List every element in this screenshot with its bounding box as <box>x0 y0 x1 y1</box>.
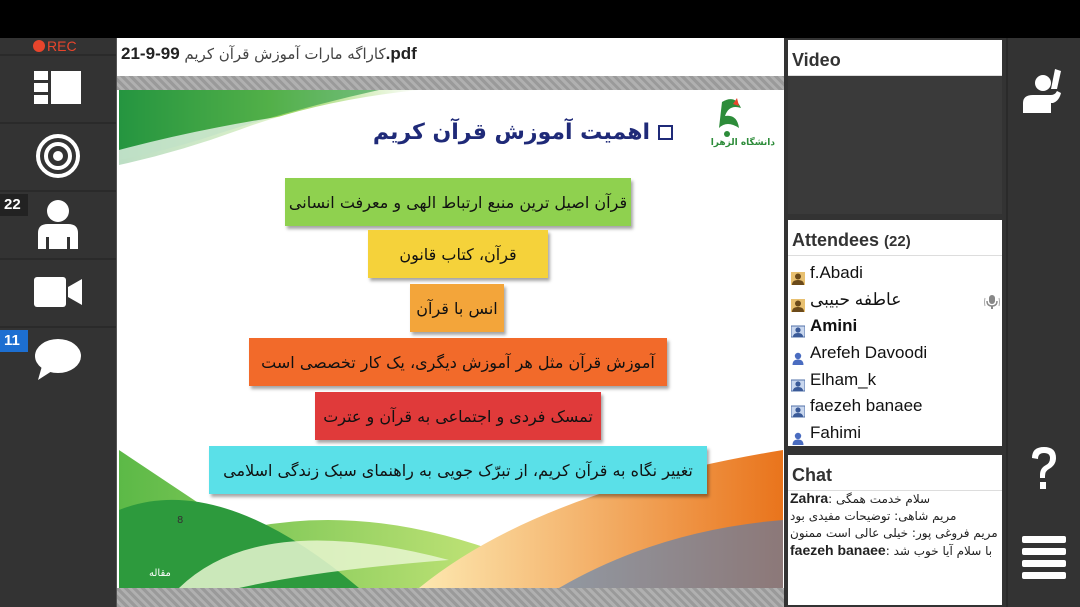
logo-caption: دانشگاه الزهرا <box>710 138 775 148</box>
chat-text: مریم فروغی پور: خیلی عالی است ممنون <box>790 526 998 540</box>
user-icon <box>791 347 805 360</box>
video-camera-icon <box>34 277 82 307</box>
attendee-name: Elham_k <box>810 369 877 389</box>
microphone-icon <box>984 292 1000 308</box>
attendees-heading <box>788 220 1002 256</box>
status-bar <box>0 0 1080 38</box>
recording-label: REC <box>47 38 77 54</box>
slide-bullet: قرآن، کتاب قانون <box>368 230 548 278</box>
attendee-row[interactable] <box>788 340 1002 367</box>
video-heading: Video <box>788 40 1002 76</box>
chat-panel[interactable] <box>788 455 1002 605</box>
chat-sender: faezeh banaee <box>790 542 886 558</box>
chat-message <box>790 526 1000 540</box>
camera-button[interactable] <box>0 258 116 324</box>
slide-bullet: تمسک فردی و اجتماعی به قرآن و عترت <box>315 392 601 440</box>
host-user-icon <box>791 374 805 387</box>
attendee-row[interactable] <box>788 313 1002 340</box>
document-title-text: کاراگه مارات آموزش قرآن کریم <box>184 45 386 63</box>
attendee-name: Arefeh Davoodi <box>810 343 928 363</box>
attendee-row[interactable] <box>788 367 1002 394</box>
record-dot-icon <box>33 40 45 52</box>
slide-bullet: انس با قرآن <box>410 284 504 332</box>
chat-text: با سلام آیا خوب شد <box>893 544 993 558</box>
chat-message: faezeh banaee: با سلام آیا خوب شد <box>790 542 993 558</box>
chat-button[interactable] <box>0 326 116 392</box>
layout-button[interactable] <box>0 54 116 120</box>
document-filename: 99-9-21.pdf <box>121 44 417 63</box>
attendee-row[interactable] <box>788 420 1002 447</box>
chat-text: مریم شاهی: توضیحات مفیدی بود <box>790 509 957 523</box>
slide-page <box>119 90 783 588</box>
chat-messages <box>788 491 1002 603</box>
attendee-row[interactable] <box>788 393 1002 420</box>
attendees-list <box>788 256 1002 447</box>
document-pane[interactable] <box>116 38 784 607</box>
raise-hand-button[interactable] <box>1008 54 1080 126</box>
slide-bullet: آموزش قرآن مثل هر آموزش دیگری، یک کار تخصصی است <box>249 338 667 386</box>
slide-title-text: اهمیت آموزش قرآن کریم <box>372 120 650 145</box>
participants-count-badge: 22 <box>0 194 28 216</box>
attendees-count: (22) <box>884 233 911 250</box>
chat-message: Zahra: سلام خدمت همگی <box>790 491 931 506</box>
document-top-border <box>117 76 785 90</box>
user-icon <box>791 427 805 440</box>
attendee-name: Amini <box>810 316 858 336</box>
broadcast-button[interactable] <box>0 122 116 188</box>
attendee-row[interactable] <box>788 287 1002 314</box>
video-panel[interactable] <box>788 40 1002 214</box>
slide-bullet: تغییر نگاه به قرآن کریم، از تبرّک جویی به راهنمای سبک زندگی اسلامی <box>209 446 707 494</box>
right-column <box>784 38 1006 607</box>
presenter-user-icon <box>791 294 805 307</box>
attendee-name: عاطفه حبیبی <box>810 289 902 309</box>
question-mark-icon <box>1029 445 1059 491</box>
recording-indicator <box>33 38 77 54</box>
attendee-row[interactable] <box>788 260 1002 287</box>
host-user-icon <box>791 400 805 413</box>
chat-text: سلام خدمت همگی <box>835 492 931 506</box>
target-icon <box>35 133 81 179</box>
attendee-name: f.Abadi <box>810 263 863 282</box>
presenter-user-icon <box>791 267 805 280</box>
chat-message <box>790 509 1000 523</box>
layout-grid-icon <box>34 71 82 105</box>
attendee-name: Fahimi <box>810 423 862 443</box>
attendee-name: faezeh banaee <box>810 396 923 416</box>
speech-bubble-icon <box>34 338 82 382</box>
right-toolbar <box>1006 38 1080 607</box>
chat-unread-badge: 11 <box>0 330 28 352</box>
raise-hand-icon <box>1021 67 1067 113</box>
slide-footer: مقاله <box>149 568 171 579</box>
hamburger-menu-icon <box>1022 534 1066 582</box>
chat-sender: Zahra <box>790 491 829 506</box>
slide-page-number: 8 <box>177 515 184 526</box>
participants-button[interactable] <box>0 190 116 256</box>
slide-title <box>373 120 673 145</box>
video-area <box>788 78 1002 214</box>
document-title <box>121 44 417 70</box>
host-user-icon <box>791 320 805 333</box>
document-bottom-border <box>117 588 785 607</box>
attendees-heading-text: Attendees <box>792 230 880 250</box>
attendees-panel[interactable] <box>788 220 1002 446</box>
slide-bullet: قرآن اصیل ترین منبع ارتباط الهی و معرفت انسانی <box>285 178 631 226</box>
checkbox-bullet-icon <box>658 125 673 140</box>
menu-button[interactable] <box>1008 518 1080 598</box>
left-toolbar <box>0 38 116 607</box>
chat-heading: Chat <box>788 455 1002 491</box>
help-button[interactable] <box>1008 433 1080 503</box>
person-icon <box>36 199 80 249</box>
